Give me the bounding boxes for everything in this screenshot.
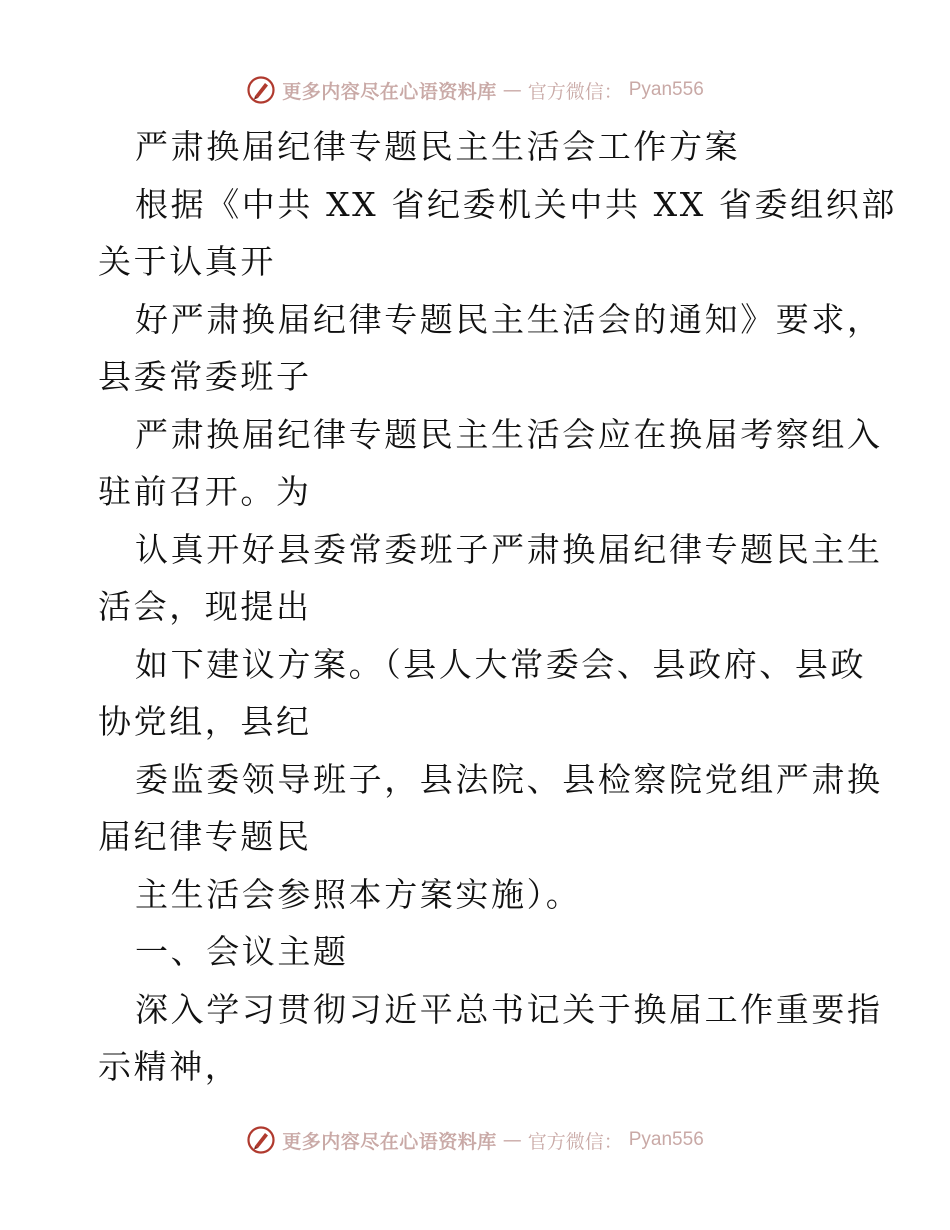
- footer-watermark: [0, 1122, 950, 1158]
- watermark-separator: —: [502, 79, 522, 101]
- header-watermark: [0, 72, 950, 108]
- text-line: 届纪律专题民: [98, 817, 312, 856]
- text-line: 关于认真开: [98, 242, 276, 281]
- text-line: 认真开好县委常委班子严肃换届纪律专题民主生: [135, 529, 883, 569]
- pen-logo-icon: [246, 75, 276, 105]
- text-line: 主生活会参照本方案实施）。: [135, 874, 582, 914]
- watermark-wechat-id: Pyan556: [628, 1129, 704, 1150]
- text-line: 如下建议方案。（县人大常委会、县政府、县政: [135, 644, 867, 684]
- watermark-wechat-label: 官方微信：: [527, 80, 623, 103]
- text-line: 深入学习贯彻习近平总书记关于换届工作重要指: [135, 989, 883, 1029]
- text-line: 示精神，: [98, 1047, 241, 1086]
- document-body: [98, 118, 897, 1096]
- watermark-wechat-label: 官方微信：: [527, 1130, 623, 1153]
- text-line: 根据《中共 XX 省纪委机关中共 XX 省委组织部: [135, 184, 897, 224]
- text-line: 好严肃换届纪律专题民主生活会的通知》要求，: [135, 299, 883, 339]
- text-line: 驻前召开。为: [98, 472, 312, 511]
- watermark-text: 更多内容尽在心语资料库: [282, 1130, 497, 1153]
- text-line: 委监委领导班子，县法院、县检察院党组严肃换: [135, 759, 883, 799]
- watermark-separator: —: [502, 1129, 522, 1151]
- text-line: 县委常委班子: [98, 357, 312, 396]
- text-line: 严肃换届纪律专题民主生活会应在换届考察组入: [135, 414, 883, 454]
- watermark-wechat-id: Pyan556: [628, 79, 704, 100]
- pen-logo-icon: [246, 1125, 276, 1155]
- text-line: 协党组，县纪: [98, 702, 312, 741]
- section-heading: 一、会议主题: [135, 932, 349, 971]
- text-line: 活会，现提出: [98, 587, 312, 626]
- watermark-text: 更多内容尽在心语资料库: [282, 80, 497, 103]
- document-title: 严肃换届纪律专题民主生活会工作方案: [135, 127, 741, 166]
